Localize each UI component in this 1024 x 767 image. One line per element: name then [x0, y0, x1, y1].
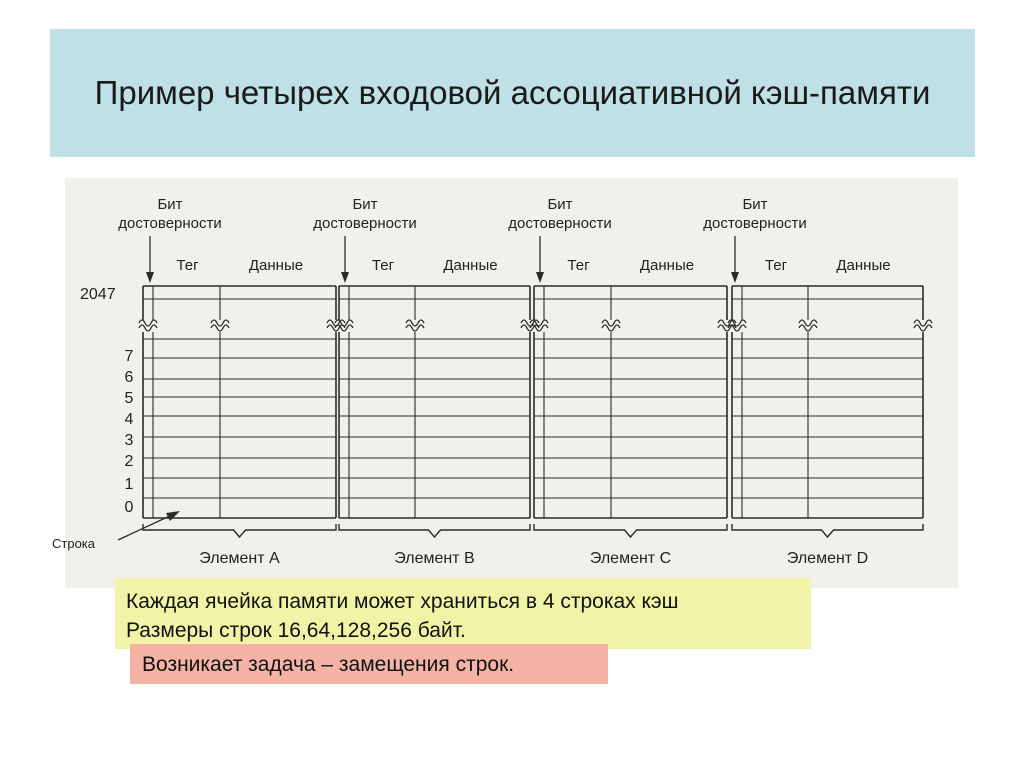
row-number-1: 1	[124, 476, 134, 493]
row-number-2047: 2047	[80, 286, 116, 303]
data-label-1: Данные	[248, 257, 304, 274]
valid-bit-arrowhead-4	[731, 272, 739, 283]
valid-bit-label-4: Бит	[742, 196, 768, 213]
row-number-4: 4	[124, 411, 134, 428]
element-brace-3	[534, 524, 727, 537]
tag-label-1: Тег	[176, 257, 199, 274]
cache-diagram	[52, 178, 958, 588]
row-number-7: 7	[124, 348, 134, 365]
row-number-2: 2	[124, 453, 134, 470]
title-bar	[50, 29, 975, 157]
valid-bit-label-2: Бит	[352, 196, 378, 213]
element-label-3: Элемент C	[589, 550, 672, 567]
slide-title: Пример четырех входовой ассоциативной кэш-памяти	[94, 74, 931, 111]
row-number-6: 6	[124, 369, 134, 386]
valid-bit-label-2-1: достоверности	[118, 215, 222, 232]
problem-note-text: Возникает задача – замещения строк.	[142, 653, 515, 676]
valid-bit-label-3: Бит	[547, 196, 573, 213]
element-brace-1	[143, 524, 336, 537]
data-label-2: Данные	[443, 257, 498, 274]
cache-diagram-svg	[52, 178, 958, 588]
info-note-line-1: Каждая ячейка памяти может храниться в 4 строках кэш	[126, 590, 679, 613]
element-brace-4	[732, 524, 923, 537]
tag-label-2: Тег	[371, 257, 395, 274]
data-label-3: Данные	[639, 257, 695, 274]
valid-bit-label-1: Бит	[157, 196, 183, 213]
row-number-0: 0	[124, 499, 134, 516]
tag-label-4: Тег	[764, 257, 788, 274]
row-label: Строка	[52, 536, 96, 551]
tag-label-3: Тег	[567, 257, 590, 274]
valid-bit-label-2-3: достоверности	[508, 215, 612, 232]
row-number-3: 3	[124, 432, 134, 449]
valid-bit-arrowhead-1	[146, 272, 154, 283]
problem-note	[130, 644, 608, 684]
info-note-line-2: Размеры строк 16,64,128,256 байт.	[126, 619, 466, 642]
info-note	[115, 578, 811, 649]
element-label-2: Элемент B	[394, 550, 475, 567]
data-label-4: Данные	[836, 257, 891, 274]
valid-bit-label-2-4: достоверности	[703, 215, 807, 232]
valid-bit-arrowhead-3	[536, 272, 544, 283]
valid-bit-arrowhead-2	[341, 272, 349, 283]
row-number-5: 5	[124, 390, 134, 407]
row-label-arrowhead	[166, 511, 180, 521]
element-label-4: Элемент D	[786, 550, 869, 567]
valid-bit-label-2-2: достоверности	[313, 215, 417, 232]
element-label-1: Элемент A	[199, 550, 280, 567]
element-brace-2	[339, 524, 530, 537]
